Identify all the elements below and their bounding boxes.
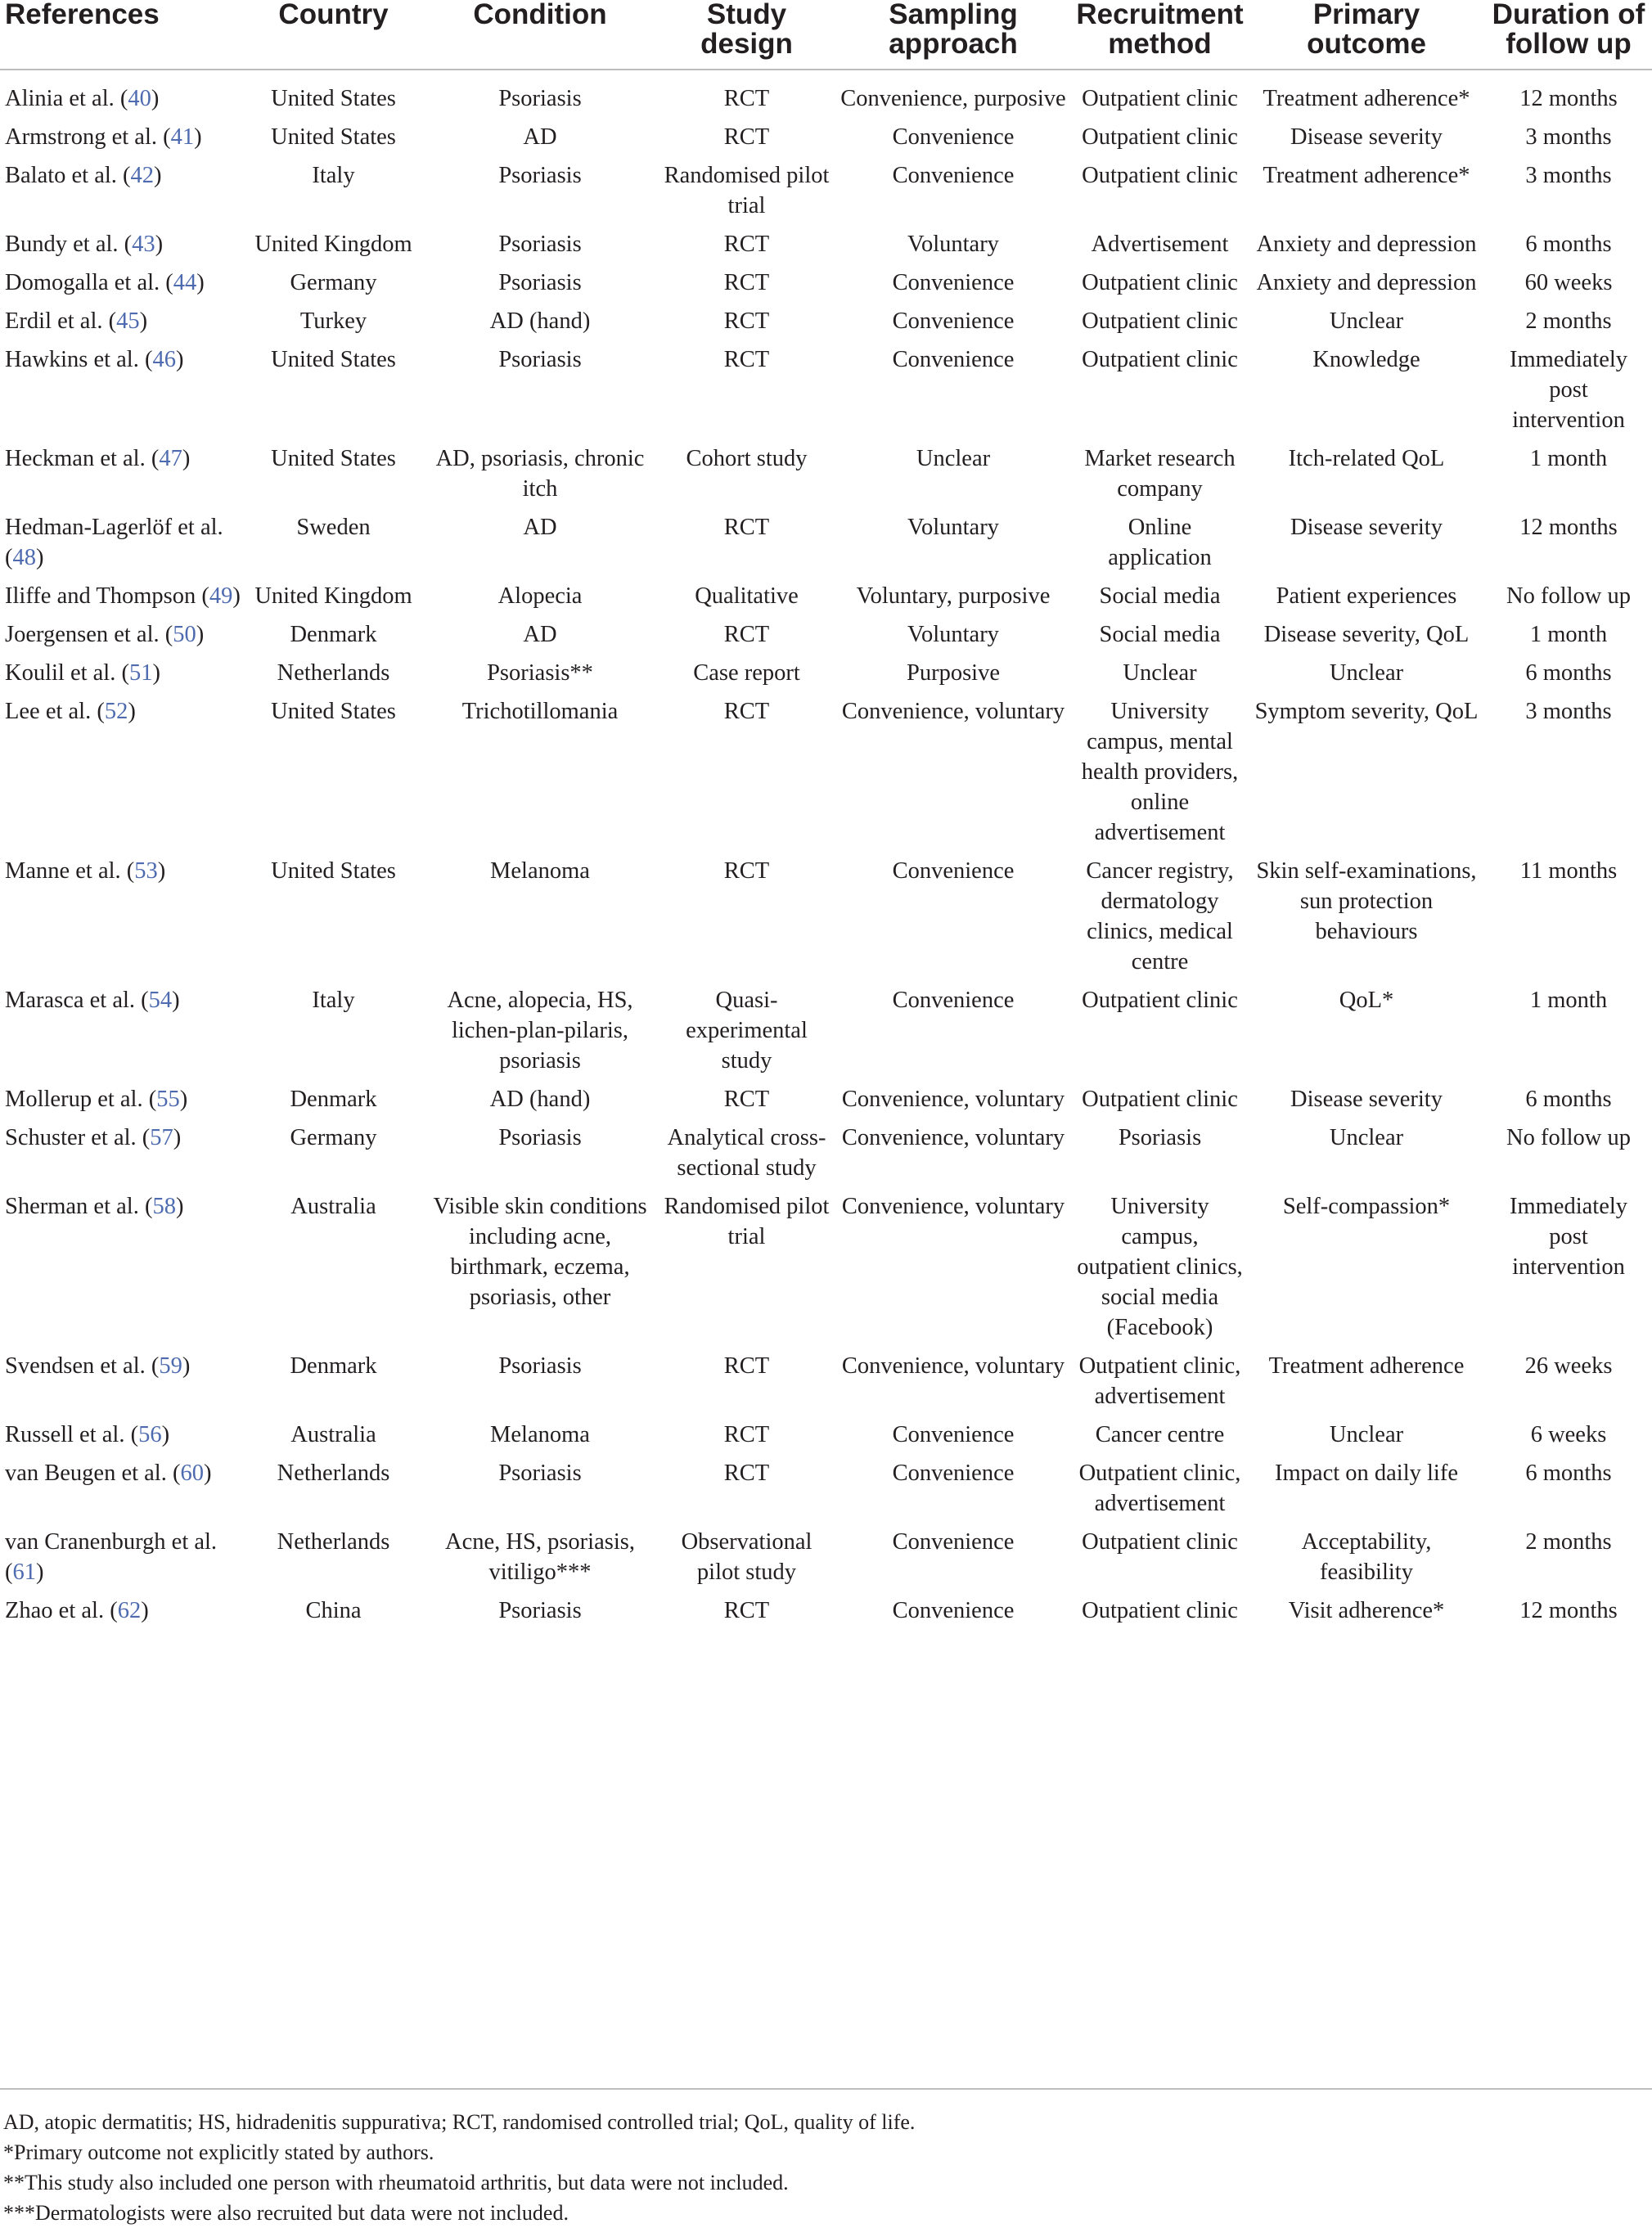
reference-close-paren: ) (182, 1353, 191, 1379)
reference-close-paren: ) (36, 545, 44, 570)
reference-close-paren: ) (141, 1598, 149, 1623)
cell-reference (0, 1123, 245, 1191)
reference-authors: Iliffe and Thompson ( (5, 583, 209, 609)
cell-duration: 2 months (1525, 308, 1612, 334)
reference-close-paren: ) (175, 347, 184, 372)
cell-sampling: Convenience (892, 1598, 1015, 1623)
reference-close-paren: ) (194, 124, 202, 150)
cell-duration: 1 month (1529, 988, 1608, 1013)
table-row (0, 306, 1652, 344)
cell-condition: Psoriasis (498, 86, 582, 111)
cell-sampling: Unclear (916, 446, 991, 471)
table-row (0, 1596, 1652, 1634)
cell-primary-outcome: Impact on daily life (1275, 1461, 1458, 1486)
reference-close-paren: ) (154, 163, 162, 188)
cell-primary-outcome: Knowledge (1312, 347, 1420, 372)
cell-reference (0, 1084, 245, 1123)
cell-condition: Acne, alopecia, HS, lichen-plan-pilaris, psoriasis (447, 988, 633, 1073)
cell-sampling: Voluntary, purposive (856, 583, 1051, 609)
citation-link[interactable]: 42 (130, 163, 155, 188)
cell-study-design: RCT (723, 515, 770, 540)
cell-condition: Psoriasis (498, 1125, 582, 1150)
cell-primary-outcome: Disease severity (1290, 515, 1443, 540)
cell-reference (0, 1458, 245, 1527)
cell-condition: Psoriasis (498, 163, 582, 188)
col-header-study-design: Study design (700, 0, 793, 60)
cell-recruitment: Cancer centre (1095, 1422, 1225, 1447)
cell-primary-outcome: Treatment adherence* (1263, 163, 1470, 188)
col-header-country: Country (278, 0, 389, 30)
cell-primary-outcome: Disease severity, QoL (1263, 622, 1470, 647)
reference-authors: Manne et al. ( (5, 858, 135, 884)
cell-primary-outcome: Itch-related QoL (1288, 446, 1445, 471)
cell-duration: Immediately post intervention (1509, 1194, 1628, 1280)
cell-reference (0, 268, 245, 306)
cell-condition: Psoriasis (498, 232, 582, 257)
reference-authors: van Cranenburgh et al. ( (5, 1529, 218, 1585)
cell-sampling: Convenience (892, 163, 1015, 188)
reference-authors: Erdil et al. ( (5, 308, 117, 334)
cell-country: Denmark (290, 622, 377, 647)
col-header-condition: Condition (473, 0, 607, 30)
cell-duration: 6 months (1525, 232, 1612, 257)
cell-primary-outcome: Treatment adherence (1268, 1353, 1465, 1379)
col-header-references: References (5, 0, 160, 30)
cell-duration: 12 months (1519, 515, 1618, 540)
reference-authors: Lee et al. ( (5, 699, 105, 724)
reference-close-paren: ) (173, 1125, 182, 1150)
reference-authors: Marasca et al. ( (5, 988, 149, 1013)
table-row (0, 696, 1652, 856)
cell-primary-outcome: QoL* (1339, 988, 1394, 1013)
cell-condition: AD (hand) (489, 1087, 591, 1112)
reference-authors: Russell et al. ( (5, 1422, 139, 1447)
cell-study-design: RCT (723, 124, 770, 150)
citation-link[interactable]: 43 (132, 232, 155, 257)
cell-country: Germany (290, 1125, 377, 1150)
citation-link[interactable]: 46 (152, 347, 176, 372)
cell-condition: Melanoma (490, 1422, 590, 1447)
cell-study-design: RCT (723, 699, 770, 724)
reference-authors: Heckman et al. ( (5, 446, 160, 471)
citation-link[interactable]: 61 (12, 1560, 36, 1585)
cell-recruitment: Outpatient clinic (1082, 347, 1238, 372)
reference-authors: Bundy et al. ( (5, 232, 133, 257)
cell-reference (0, 1420, 245, 1458)
table-row (0, 268, 1652, 306)
cell-reference (0, 985, 245, 1084)
cell-condition: Psoriasis (498, 270, 582, 295)
cell-sampling: Convenience, voluntary (841, 1353, 1065, 1379)
cell-reference (0, 443, 245, 512)
col-header-recruitment: Recruitment method (1076, 0, 1244, 60)
citation-link[interactable]: 51 (128, 660, 153, 686)
citation-link[interactable]: 49 (209, 583, 233, 609)
cell-condition: Alopecia (497, 583, 583, 609)
table-row (0, 856, 1652, 985)
cell-sampling: Voluntary (907, 232, 999, 257)
cell-primary-outcome: Anxiety and depression (1256, 232, 1477, 257)
cell-country: United States (271, 347, 396, 372)
cell-sampling: Convenience, voluntary (841, 699, 1065, 724)
cell-study-design: RCT (723, 1461, 770, 1486)
cell-study-design: Analytical cross-sectional study (667, 1125, 826, 1181)
cell-duration: 60 weeks (1524, 270, 1613, 295)
reference-close-paren: ) (232, 583, 241, 609)
cell-sampling: Convenience, voluntary (841, 1087, 1065, 1112)
cell-duration: 26 weeks (1524, 1353, 1613, 1379)
reference-authors: Koulil et al. ( (5, 660, 129, 686)
cell-condition: AD, psoriasis, chronic itch (435, 446, 645, 502)
table-row (0, 122, 1652, 160)
cell-primary-outcome: Skin self-examinations, sun protection behaviours (1256, 858, 1477, 944)
citation-link[interactable]: 60 (180, 1461, 204, 1486)
table-row (0, 1527, 1652, 1596)
reference-close-paren: ) (179, 1087, 188, 1112)
reference-close-paren: ) (157, 858, 166, 884)
cell-study-design: RCT (723, 232, 770, 257)
cell-study-design: RCT (723, 270, 770, 295)
cell-country: Netherlands (277, 660, 390, 686)
cell-condition: Melanoma (490, 858, 590, 884)
reference-close-paren: ) (182, 446, 191, 471)
reference-authors: van Beugen et al. ( (5, 1461, 181, 1486)
cell-reference (0, 160, 245, 229)
cell-country: Italy (312, 988, 355, 1013)
cell-study-design: RCT (723, 347, 770, 372)
cell-primary-outcome: Anxiety and depression (1256, 270, 1477, 295)
cell-sampling: Convenience (892, 988, 1015, 1013)
citation-link[interactable]: 62 (117, 1598, 142, 1623)
reference-authors: Domogalla et al. ( (5, 270, 173, 295)
cell-country: Italy (312, 163, 355, 188)
cell-country: United Kingdom (254, 583, 412, 609)
citation-link[interactable]: 50 (173, 622, 196, 647)
cell-recruitment: University campus, outpatient clinics, social media (Facebook) (1077, 1194, 1243, 1340)
reference-close-paren: ) (128, 699, 136, 724)
cell-recruitment: Outpatient clinic (1082, 1529, 1238, 1555)
citation-link[interactable]: 47 (159, 446, 182, 471)
cell-primary-outcome: Unclear (1329, 660, 1404, 686)
table-row (0, 1191, 1652, 1351)
table-row (0, 512, 1652, 581)
reference-authors: Hawkins et al. ( (5, 347, 153, 372)
cell-duration: 6 weeks (1530, 1422, 1607, 1447)
cell-recruitment: Outpatient clinic, advertisement (1078, 1461, 1241, 1516)
col-header-primary-outcome: Primary outcome (1307, 0, 1426, 60)
cell-duration: Immediately post intervention (1509, 347, 1628, 433)
col-header-duration: Duration of follow up (1492, 0, 1645, 60)
cell-country: Netherlands (277, 1529, 390, 1555)
reference-close-paren: ) (203, 1461, 212, 1486)
cell-duration: 3 months (1525, 699, 1612, 724)
cell-sampling: Convenience, voluntary (841, 1125, 1065, 1150)
cell-sampling: Convenience (892, 270, 1015, 295)
cell-condition: Acne, HS, psoriasis, vitiligo*** (445, 1529, 635, 1585)
footnote-abbreviations: AD, atopic dermatitis; HS, hidradenitis suppurativa; RCT, randomised controlled trial; QoL, quality of life. (3, 2110, 916, 2134)
cell-reference (0, 1596, 245, 1634)
reference-close-paren: ) (172, 988, 180, 1013)
cell-duration: 12 months (1519, 1598, 1618, 1623)
reference-authors: Svendsen et al. ( (5, 1353, 160, 1379)
table-row (0, 1084, 1652, 1123)
cell-study-design: RCT (723, 86, 770, 111)
footnote-single-asterisk: *Primary outcome not explicitly stated by authors. (3, 2140, 434, 2164)
cell-country: Australia (290, 1194, 376, 1219)
table-body (0, 70, 1652, 1634)
cell-study-design: RCT (723, 622, 770, 647)
cell-recruitment: Advertisement (1091, 232, 1229, 257)
cell-country: Germany (290, 270, 377, 295)
cell-study-design: RCT (723, 1598, 770, 1623)
cell-country: United States (271, 858, 396, 884)
citation-link[interactable]: 58 (152, 1194, 176, 1219)
table-row (0, 1351, 1652, 1420)
cell-reference (0, 581, 245, 619)
cell-primary-outcome: Disease severity (1290, 124, 1443, 150)
cell-primary-outcome: Patient experiences (1276, 583, 1457, 609)
citation-link[interactable]: 40 (128, 86, 151, 111)
cell-primary-outcome: Treatment adherence* (1263, 86, 1470, 111)
header-row (0, 0, 1652, 70)
table-row (0, 1420, 1652, 1458)
cell-duration: 1 month (1529, 622, 1608, 647)
cell-reference (0, 344, 245, 443)
cell-reference (0, 122, 245, 160)
cell-study-design: Cohort study (686, 446, 808, 471)
cell-primary-outcome: Symptom severity, QoL (1254, 699, 1479, 724)
citation-link[interactable]: 41 (170, 124, 195, 150)
cell-sampling: Convenience (892, 1529, 1015, 1555)
cell-reference (0, 1191, 245, 1351)
table-row (0, 70, 1652, 122)
citation-link[interactable]: 57 (150, 1125, 173, 1150)
reference-close-paren: ) (161, 1422, 170, 1447)
cell-reference (0, 619, 245, 658)
cell-primary-outcome: Acceptability, feasibility (1301, 1529, 1432, 1585)
table-row (0, 1123, 1652, 1191)
cell-condition: Trichotillomania (461, 699, 619, 724)
cell-sampling: Purposive (907, 660, 1000, 686)
reference-close-paren: ) (155, 232, 164, 257)
reference-close-paren: ) (196, 270, 205, 295)
cell-recruitment: Psoriasis (1118, 1125, 1202, 1150)
cell-country: Netherlands (277, 1461, 390, 1486)
cell-reference (0, 306, 245, 344)
cell-reference (0, 1351, 245, 1420)
cell-condition: Psoriasis (498, 1461, 582, 1486)
cell-sampling: Voluntary (907, 515, 999, 540)
cell-study-design: Case report (693, 660, 800, 686)
cell-duration: 2 months (1525, 1529, 1612, 1555)
reference-authors: Balato et al. ( (5, 163, 131, 188)
cell-recruitment: Unclear (1123, 660, 1197, 686)
cell-duration: 1 month (1529, 446, 1608, 471)
reference-authors: Joergensen et al. ( (5, 622, 173, 647)
reference-close-paren: ) (139, 308, 148, 334)
table-row (0, 619, 1652, 658)
cell-country: United States (271, 699, 396, 724)
cell-reference (0, 229, 245, 268)
cell-reference (0, 1527, 245, 1596)
cell-study-design: RCT (723, 1422, 770, 1447)
cell-duration: 11 months (1519, 858, 1618, 884)
cell-country: China (305, 1598, 362, 1623)
table-row (0, 229, 1652, 268)
reference-authors: Alinia et al. ( (5, 86, 128, 111)
cell-condition: AD (hand) (489, 308, 591, 334)
cell-country: Denmark (290, 1087, 377, 1112)
citation-link[interactable]: 44 (173, 270, 197, 295)
cell-recruitment: Outpatient clinic (1082, 163, 1238, 188)
cell-study-design: Qualitative (695, 583, 799, 609)
cell-sampling: Convenience, voluntary (841, 1194, 1065, 1219)
cell-duration: 6 months (1525, 1087, 1612, 1112)
table-row (0, 160, 1652, 229)
reference-authors: Armstrong et al. ( (5, 124, 171, 150)
cell-reference (0, 658, 245, 696)
cell-reference (0, 696, 245, 856)
footnote-triple-asterisk: ***Dermatologists were also recruited but data were not included. (3, 2201, 569, 2225)
cell-recruitment: Market research company (1084, 446, 1236, 502)
cell-recruitment: Outpatient clinic (1082, 86, 1238, 111)
cell-sampling: Convenience (892, 1422, 1015, 1447)
reference-authors: Hedman-Lagerlöf et al. ( (5, 515, 223, 570)
citation-link[interactable]: 54 (148, 988, 173, 1013)
citation-link[interactable]: 56 (138, 1422, 162, 1447)
table-row (0, 658, 1652, 696)
cell-study-design: RCT (723, 1353, 770, 1379)
cell-country: United States (271, 86, 396, 111)
cell-duration: 3 months (1525, 124, 1612, 150)
cell-primary-outcome: Unclear (1329, 1125, 1404, 1150)
cell-duration: 6 months (1525, 660, 1612, 686)
citation-link[interactable]: 53 (134, 858, 158, 884)
cell-primary-outcome: Disease severity (1290, 1087, 1443, 1112)
cell-sampling: Convenience (892, 124, 1015, 150)
cell-recruitment: Outpatient clinic (1082, 124, 1238, 150)
cell-reference (0, 70, 245, 122)
citation-link[interactable]: 55 (156, 1087, 180, 1112)
table-row (0, 581, 1652, 619)
cell-condition: AD (523, 622, 557, 647)
cell-study-design: Quasi-experimental study (686, 988, 808, 1073)
cell-primary-outcome: Unclear (1329, 308, 1404, 334)
cell-duration: No follow up (1506, 1125, 1631, 1150)
cell-country: United States (271, 446, 396, 471)
cell-primary-outcome: Unclear (1329, 1422, 1404, 1447)
cell-recruitment: Outpatient clinic (1082, 308, 1238, 334)
cell-country: United Kingdom (254, 232, 412, 257)
citation-link[interactable]: 48 (12, 545, 36, 570)
reference-close-paren: ) (196, 622, 205, 647)
cell-primary-outcome: Self-compassion* (1282, 1194, 1451, 1219)
table-row (0, 1458, 1652, 1527)
cell-condition: AD (523, 124, 557, 150)
citation-link[interactable]: 52 (104, 699, 128, 724)
table-footnotes (0, 2088, 1652, 2228)
cell-country: Australia (290, 1422, 376, 1447)
cell-sampling: Convenience, purposive (840, 86, 1066, 111)
cell-reference (0, 856, 245, 985)
citation-link[interactable]: 45 (116, 308, 140, 334)
cell-recruitment: Online application (1108, 515, 1212, 570)
reference-close-paren: ) (175, 1194, 184, 1219)
col-header-sampling: Sampling approach (889, 0, 1018, 60)
cell-recruitment: Social media (1099, 583, 1221, 609)
table-row (0, 985, 1652, 1084)
cell-country: United States (271, 124, 396, 150)
cell-recruitment: Outpatient clinic (1082, 988, 1238, 1013)
cell-recruitment: Cancer registry, dermatology clinics, medical centre (1086, 858, 1234, 974)
cell-sampling: Convenience (892, 858, 1015, 884)
cell-duration: No follow up (1506, 583, 1631, 609)
cell-recruitment: Outpatient clinic (1082, 270, 1238, 295)
reference-authors: Sherman et al. ( (5, 1194, 153, 1219)
table-row (0, 344, 1652, 443)
reference-close-paren: ) (151, 86, 160, 111)
cell-recruitment: Outpatient clinic (1082, 1087, 1238, 1112)
cell-recruitment: Social media (1099, 622, 1221, 647)
cell-sampling: Convenience (892, 1461, 1015, 1486)
cell-sampling: Convenience (892, 308, 1015, 334)
reference-close-paren: ) (152, 660, 160, 686)
citation-link[interactable]: 59 (159, 1353, 182, 1379)
reference-authors: Mollerup et al. ( (5, 1087, 157, 1112)
cell-primary-outcome: Visit adherence* (1288, 1598, 1445, 1623)
cell-sampling: Voluntary (907, 622, 999, 647)
reference-close-paren: ) (36, 1560, 44, 1585)
reference-authors: Schuster et al. ( (5, 1125, 151, 1150)
cell-condition: Psoriasis (498, 1353, 582, 1379)
cell-duration: 3 months (1525, 163, 1612, 188)
cell-study-design: RCT (723, 858, 770, 884)
cell-recruitment: Outpatient clinic (1082, 1598, 1238, 1623)
cell-reference (0, 512, 245, 581)
cell-condition: Psoriasis (498, 347, 582, 372)
cell-study-design: Randomised pilot trial (664, 1194, 830, 1249)
cell-study-design: RCT (723, 1087, 770, 1112)
cell-recruitment: Outpatient clinic, advertisement (1078, 1353, 1241, 1409)
footnote-double-asterisk: **This study also included one person with rheumatoid arthritis, but data were not included. (3, 2171, 789, 2194)
cell-condition: Psoriasis (498, 1598, 582, 1623)
cell-duration: 6 months (1525, 1461, 1612, 1486)
cell-condition: Psoriasis** (487, 660, 593, 686)
cell-sampling: Convenience (892, 347, 1015, 372)
cell-study-design: RCT (723, 308, 770, 334)
cell-country: Turkey (299, 308, 367, 334)
cell-study-design: Randomised pilot trial (664, 163, 830, 218)
cell-country: Denmark (290, 1353, 377, 1379)
table-row (0, 443, 1652, 512)
cell-study-design: Observational pilot study (681, 1529, 812, 1585)
cell-condition: Visible skin conditions including acne, birthmark, eczema, psoriasis, other (433, 1194, 647, 1310)
cell-condition: AD (523, 515, 557, 540)
cell-country: Sweden (296, 515, 371, 540)
reference-authors: Zhao et al. ( (5, 1598, 118, 1623)
cell-duration: 12 months (1519, 86, 1618, 111)
cell-recruitment: University campus, mental health providers, online advertisement (1081, 699, 1239, 845)
